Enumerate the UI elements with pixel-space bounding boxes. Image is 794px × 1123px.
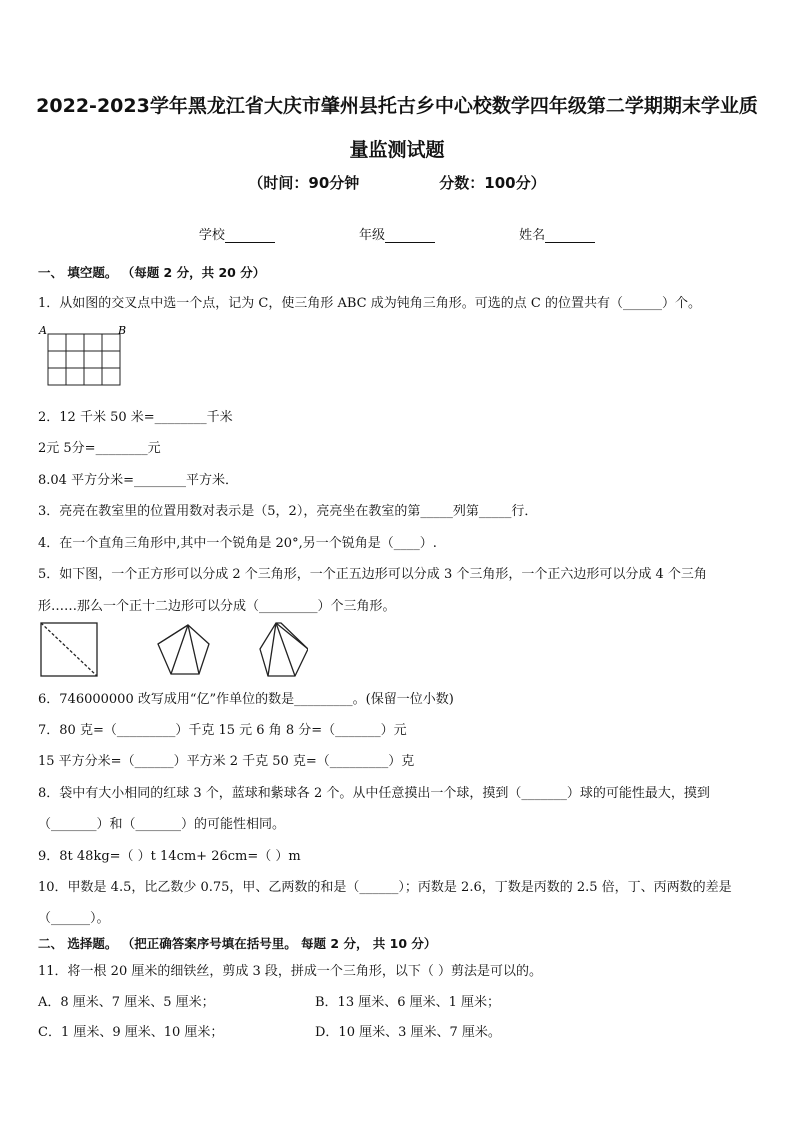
question-5-line2: 形……那么一个正十二边形可以分成（_________）个三角形。	[38, 599, 396, 614]
question-2a: 2．12 千米 50 米=________千米	[38, 410, 233, 425]
exam-info	[0, 172, 794, 193]
question-2b: 2元 5分=________元	[38, 441, 161, 456]
student-info-fields	[0, 224, 794, 243]
question-7a: 7．80 克=（_________）千克 15 元 6 角 8 分=（_______）元	[38, 723, 407, 738]
pentagon-shape	[158, 625, 209, 674]
option-d: D．10 厘米、3 厘米、7 厘米。	[315, 1025, 501, 1040]
name-field: 姓名	[519, 224, 595, 243]
question-2c: 8.04 平方分米=________平方米．	[38, 473, 238, 488]
exam-score: 分数：100分）	[439, 174, 546, 192]
question-6: 6．746000000 改写成用“亿”作单位的数是_________。(保留一位小数)	[38, 692, 454, 707]
question-3: 3．亮亮在教室里的位置用数对表示是（5，2），亮亮坐在教室的第_____列第_____行．	[38, 504, 538, 519]
question-7b: 15 平方分米=（______）平方米 2 千克 50 克=（_________）克	[38, 754, 415, 769]
hexagon-shape	[260, 623, 308, 676]
question-8-line1: 8．袋中有大小相同的红球 3 个，蓝球和紫球各 2 个。从中任意摸出一个球，摸到（_______）球的可能性最大，摸到	[38, 786, 710, 801]
option-a: A．8 厘米、7 厘米、5 厘米；	[38, 995, 215, 1010]
page-title: 2022-2023学年黑龙江省大庆市肇州县托古乡中心校数学四年级第二学期期末学业质量监测试题	[36, 95, 758, 161]
q1-grid-figure	[38, 324, 128, 390]
point-b-label: B	[118, 324, 127, 337]
q5-polygons-figure	[38, 620, 308, 680]
question-1: 1．从如图的交叉点中选一个点，记为 C，使三角形 ABC 成为钝角三角形。可选的点 C 的位置共有（______）个。	[38, 296, 701, 311]
option-c: C．1 厘米、9 厘米、10 厘米；	[38, 1025, 224, 1040]
section-2-heading: 二、 选择题。 （把正确答案序号填在括号里。 每题 2 分， 共 10 分）	[38, 936, 437, 951]
grade-field: 年级	[359, 224, 435, 243]
question-8-line2: （_______）和（_______）的可能性相同。	[38, 817, 286, 832]
exam-time: （时间：90分钟	[248, 174, 360, 192]
question-11: 11．将一根 20 厘米的细铁丝，剪成 3 段，拼成一个三角形，以下（ ）剪法是可以的。	[38, 964, 543, 979]
question-10-line1: 10．甲数是 4.5，比乙数少 0.75，甲、乙两数的和是（______）；丙数是 2.6，丁数是丙数的 2.5 倍，丁、丙两数的差是	[38, 880, 732, 895]
school-field: 学校	[199, 224, 275, 243]
question-4: 4．在一个直角三角形中,其中一个锐角是 20°,另一个锐角是（____）.	[38, 536, 437, 551]
point-a-label: A	[39, 324, 47, 337]
question-5-line1: 5．如下图，一个正方形可以分成 2 个三角形，一个正五边形可以分成 3 个三角形，一个正六边形可以分成 4 个三角	[38, 567, 707, 582]
section-1-heading: 一、 填空题。 （每题 2 分，共 20 分）	[38, 265, 266, 280]
question-9: 9．8t 48kg=（ ）t 14cm+ 26cm=（ ）m	[38, 849, 301, 864]
question-10-line2: （______）。	[38, 911, 110, 926]
option-b: B．13 厘米、6 厘米、1 厘米；	[315, 995, 501, 1010]
